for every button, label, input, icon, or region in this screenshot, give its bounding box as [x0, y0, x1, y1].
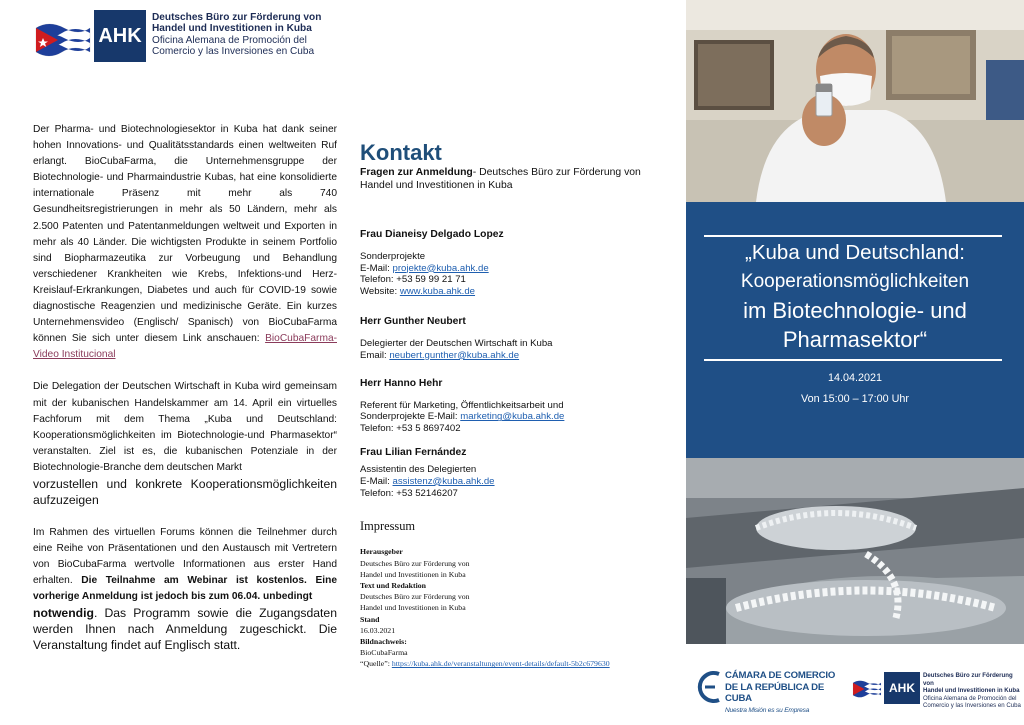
- ahk-badge: [94, 10, 146, 62]
- ahk-logo-top: [34, 10, 334, 64]
- event-title: [686, 238, 1024, 354]
- kontakt-subtitle-bold: Fragen zur Anmeldung: [360, 167, 473, 178]
- kontakt-subtitle: [360, 166, 660, 193]
- event-date: 14.04.2021: [827, 372, 883, 384]
- forum-paragraph: [33, 525, 337, 605]
- ahk-logo-footer: [852, 670, 1024, 710]
- kontakt-heading: Kontakt: [360, 140, 442, 165]
- contact-phone: Telefon: +53 59 99 21 71: [360, 274, 466, 286]
- email-label: E-Mail:: [360, 262, 393, 274]
- forum-bold-big: notwendig: [33, 606, 94, 621]
- event-title-line-1: „Kuba und Deutschland:: [745, 241, 965, 264]
- forum-text: Im Rahmen des virtuellen Forums können die Teilnehmer durch eine Reihe von Präsentationen und den Austausch mit Vertretern von BioCubaFarma wertvolle Informationen aus erster Hand erhalten.: [33, 526, 337, 587]
- bildnachweis-source: BioCubaFarma: [360, 648, 408, 658]
- quelle-label: “Quelle”:: [360, 659, 392, 669]
- logo-line-4: Comercio y las Inversiones en Cuba: [152, 45, 315, 57]
- logo-line-3: Oficina Alemana de Promoción del: [152, 34, 307, 46]
- footer-ahk-line-3: Oficina Alemana de Promoción del: [923, 694, 1017, 702]
- impressum-body: [360, 546, 660, 669]
- camara-line-2: DE LA REPÚBLICA DE CUBA: [725, 681, 825, 704]
- intro-text: Der Pharma- und Biotechnologiesektor in Kuba hat dank seiner hohen Innovations- und Qualitätsstandards einen weltweiten Ruf erlangt. BioCubaFarma, die Unternehmensgruppe der Biotechnologie- und Pharmaindustrie Kubas, hat eine konsolidierte internationale Präsenz mit mehr als 740 Gesundheitsregistrierungen in mehr als 50 Ländern, mehr als 2.500 Patenten und Patentanmeldungen weltweit und Exporten in mehr als 40 Länder. Die wichtigsten Produkte in seinem Portfolio sind Biopharmazeutika zur Vorbeugung und Behandlung verschiedener Krankheiten wie Krebs, Infektions-und Herz-Kreislauf-Erkrankungen, Diabetes und auch für COVID-19 sowie diagnostische Reagenzien und medizinische Geräte. Ein kurzes Unternehmensvideo (Englisch/ Spanisch) von BioCubaFarma können Sie sich unter diesem Link anschauen:: [33, 124, 337, 345]
- cuba-flag-small-icon: [852, 676, 882, 700]
- stand-label: Stand: [360, 614, 380, 624]
- title-rule-top: [704, 235, 1002, 237]
- footer-ahk-line-2: Handel und Investitionen in Kuba: [923, 687, 1020, 695]
- website-link[interactable]: www.kuba.ahk.de: [399, 286, 476, 298]
- event-title-line-3: im Biotechnologie- und: [743, 298, 967, 323]
- top-photo: [686, 0, 1024, 202]
- biocubafarma-video-link[interactable]: BioCubaFarma-Video Institucional: [33, 333, 337, 361]
- herausgeber-line-2: Handel und Investitionen in Kuba: [360, 569, 466, 579]
- ahk-badge-small: [884, 672, 920, 704]
- impressum-section: [360, 519, 660, 669]
- vial-production-line-image: [686, 458, 1024, 644]
- email-link[interactable]: neubert.gunther@kuba.ahk.de: [389, 349, 520, 361]
- event-title-line-2: Kooperationsmöglichkeiten: [740, 271, 970, 292]
- left-column: [33, 122, 337, 653]
- contact-phone: Telefon: +53 52146207: [360, 487, 458, 499]
- kontakt-section: [360, 140, 660, 670]
- camara-logo: [697, 664, 847, 714]
- forum-bold-text: Die Teilnahme am Webinar ist kostenlos. Eine vorherige Anmeldung ist jedoch bis zum 06.04. unbedingt: [33, 575, 338, 603]
- logo-line-2: Handel und Investitionen in Kuba: [152, 23, 312, 35]
- quelle-link[interactable]: https://kuba.ahk.de/veranstaltungen/event-details/default-5b2c679630: [391, 659, 610, 669]
- contact-email-line: [360, 263, 660, 275]
- scientist-holding-vial-image: [686, 0, 1024, 202]
- event-title-line-4: Pharmasektor“: [782, 327, 928, 352]
- redaktion-label: Text und Redaktion: [360, 580, 427, 590]
- contact-role: Referent für Marketing, Öffentlichkeitsarbeit und: [360, 399, 564, 411]
- contact-card-delgado: [360, 229, 660, 298]
- ahk-footer-text: [923, 672, 1024, 710]
- contact-card-fernandez: [360, 447, 660, 499]
- contact-card-hehr: [360, 378, 660, 435]
- ahk-badge-small-text: AHK: [889, 681, 915, 695]
- bottom-photo: [686, 458, 1024, 644]
- contact-name: Frau Lilian Fernández: [360, 446, 467, 458]
- contact-role: Delegierter der Deutschen Wirtschaft in Kuba: [360, 338, 553, 349]
- title-rule-bottom: [704, 359, 1002, 361]
- event-time: Von 15:00 – 17:00 Uhr: [800, 393, 910, 405]
- impressum-heading: Impressum: [360, 519, 416, 534]
- contact-name: Herr Gunther Neubert: [360, 316, 466, 327]
- website-label: Website:: [360, 286, 400, 298]
- ahk-logo-text: [152, 12, 342, 57]
- email-label: E-Mail:: [360, 475, 393, 487]
- herausgeber-line-1: Deutsches Büro zur Förderung von: [360, 558, 470, 568]
- role-continued: Sonderprojekte E-Mail:: [360, 411, 461, 423]
- email-link[interactable]: assistenz@kuba.ahk.de: [392, 475, 495, 487]
- redaktion-line-1: Deutsches Büro zur Förderung von: [360, 592, 470, 602]
- quelle-line: [360, 658, 660, 669]
- footer-ahk-line-4: Comercio y las Inversiones en Cuba: [923, 702, 1021, 710]
- forum-rest-text: . Das Programm sowie die Zugangsdaten werden Ihnen nach Anmeldung zugeschickt. Die Veranstaltung findet auf Englisch statt.: [33, 606, 337, 653]
- bildnachweis-label: Bildnachweis:: [360, 637, 407, 646]
- email-link[interactable]: marketing@kuba.ahk.de: [460, 411, 565, 423]
- intro-paragraph: [33, 122, 337, 363]
- camara-line-3: Nuestra Misión es su Empresa: [725, 706, 810, 714]
- stand-date: 16.03.2021: [360, 625, 396, 635]
- herausgeber-label: Herausgeber: [360, 547, 403, 557]
- contact-website-line: [360, 286, 660, 298]
- contact-role: Sonderprojekte: [360, 250, 426, 262]
- camara-line-1: CÁMARA DE COMERCIO: [725, 670, 836, 681]
- contact-name: Frau Dianeisy Delgado Lopez: [360, 228, 504, 240]
- contact-email-line: [360, 350, 660, 362]
- contact-card-neubert: [360, 316, 660, 362]
- contact-email-line: [360, 411, 660, 423]
- delegation-paragraph-big-1: vorzustellen und konkrete Kooperationsmöglichkeiten: [33, 476, 337, 491]
- camara-emblem-icon: [697, 668, 723, 706]
- delegation-text: Die Delegation der Deutschen Wirtschaft in Kuba wird gemeinsam mit der kubanischen Handelskammer am 14. April ein virtuelles Fachforum mit dem Thema „Kuba und Deutschland: Kooperationsmöglichkeiten im Biotechnologie-und Pharmasektor“ veranstalten. Ziel ist es, die kubanischen Potenziale in der Biotechnologie-Branche dem deutschen Markt: [33, 381, 337, 473]
- footer-ahk-line-1: Deutsches Büro zur Förderung von: [923, 672, 1013, 687]
- contact-role: Assistentin des Delegierten: [360, 463, 477, 475]
- redaktion-line-2: Handel und Investitionen in Kuba: [360, 603, 466, 613]
- forum-paragraph-2: [33, 605, 337, 653]
- email-link[interactable]: projekte@kuba.ahk.de: [392, 262, 489, 274]
- contact-email-line: [360, 476, 660, 488]
- email-label: Email:: [360, 349, 390, 361]
- ahk-badge-text: AHK: [98, 24, 142, 47]
- kontakt-subtitle-rest: - Deutsches Büro zur Förderung von Handel und Investitionen in Kuba: [360, 167, 641, 192]
- logo-line-1: Deutsches Büro zur Förderung von: [152, 12, 322, 23]
- delegation-paragraph: [33, 379, 337, 476]
- event-title-panel: [686, 202, 1024, 458]
- cuba-flag-icon: [34, 18, 92, 58]
- delegation-paragraph-big-end: aufzuzeigen: [33, 492, 99, 507]
- contact-phone: Telefon: +53 5 8697402: [360, 423, 461, 435]
- contact-name: Herr Hanno Hehr: [360, 377, 443, 389]
